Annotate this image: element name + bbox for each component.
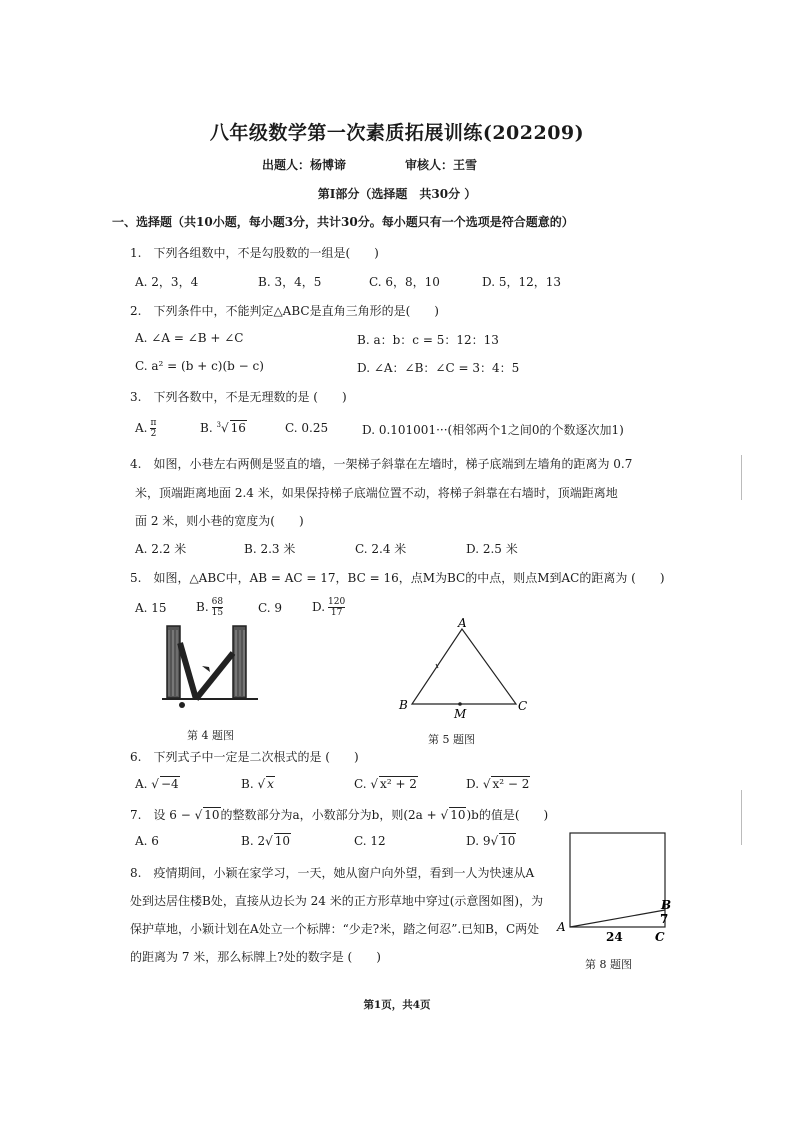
label-b: B: [399, 698, 408, 712]
q4-option-c: C. 2.4 米: [355, 542, 407, 556]
author-line: 出题人：杨博谛: [262, 158, 347, 172]
q1-option-d: D. 5，12，13: [482, 275, 561, 289]
figure-8-diagram: [555, 828, 680, 948]
q1-option-a: A. 2，3，4: [135, 275, 199, 289]
triangle-abc: [412, 629, 516, 704]
q5-option-d: D. $\frac{120}{17}$: [312, 597, 346, 618]
q6-option-b: B. √ x: [241, 777, 274, 791]
figure-5-diagram: [395, 612, 535, 722]
side-bc-length: 7: [660, 912, 669, 926]
q4-option-d: D. 2.5 米: [466, 542, 518, 556]
q5-option-a: A. 15: [135, 601, 167, 615]
ladder-right: [196, 653, 233, 699]
label-m: M: [454, 707, 467, 721]
label-b: B: [661, 898, 672, 912]
q3-option-d: D. 0.101001···(相邻两个1之间0的个数逐次加1): [362, 423, 624, 437]
question-4-line-1: 4. 如图，小巷左右两侧是竖直的墙，一架梯子斜靠在左墙时，梯子底端到左墙角的距离为 0.7: [130, 457, 633, 471]
question-5: 5. 如图，△ABC中，AB = AC = 17，BC = 16，点M为BC的中点，则点M到AC的距离为 ( ): [130, 571, 665, 585]
q7-option-a: A. 6: [135, 834, 159, 848]
question-6: 6. 下列式子中一定是二次根式的是 ( ): [130, 750, 359, 764]
label-c: C: [655, 930, 665, 944]
q6-option-c: C. √ x² + 2: [354, 777, 417, 791]
q5-option-b: B. $\frac{68}{15}$: [196, 597, 224, 618]
path-ab: [570, 910, 665, 927]
q7-option-c: C. 12: [354, 834, 386, 848]
part-heading: 第Ⅰ部分（选择题 共30分 ）: [317, 187, 477, 201]
q2-option-a: A. ∠A = ∠B + ∠C: [135, 331, 244, 345]
q1-option-c: C. 6，8，10: [369, 275, 440, 289]
q7-option-d: D. 9√ 10: [466, 834, 516, 848]
reviewer-line: 审核人：王雪: [405, 158, 478, 172]
question-8-line-4: 的距离为 7 米，那么标牌上?处的数字是 ( ): [130, 950, 381, 964]
q3-option-c: C. 0.25: [285, 421, 329, 435]
question-4-line-3: 面 2 米，则小巷的宽度为( ): [135, 514, 304, 528]
q3-option-a: A. $\frac{\pi}{2}$: [135, 418, 157, 439]
question-2: 2. 下列条件中，不能判定△ABC是直角三角形的是( ): [130, 304, 439, 318]
q6-option-a: A. √ −4: [135, 777, 179, 791]
scan-edge-mark: [741, 790, 742, 845]
q6-option-d: D. √ x² − 2: [466, 777, 530, 791]
figure-8-caption: 第 8 题图: [585, 958, 632, 971]
scan-edge-mark: [741, 455, 742, 500]
question-8-line-2: 处到达居住楼B处，直接从边长为 24 米的正方形草地中穿过(示意图如图)，为: [130, 894, 544, 908]
q7-option-b: B. 2√ 10: [241, 834, 291, 848]
ladder-left: [180, 643, 196, 699]
arrow-icon: [202, 666, 210, 672]
q1-option-b: B. 3，4，5: [258, 275, 322, 289]
section-heading: 一、选择题（共10小题，每小题3分，共计30分。每小题只有一个选项是符合题意的）: [112, 215, 574, 229]
page-footer: 第1页，共4页: [363, 999, 431, 1011]
question-4-line-2: 米，顶端距离地面 2.4 米，如果保持梯子底端位置不动，将梯子斜靠在右墙时，顶端距离地: [135, 486, 618, 500]
question-8-line-3: 保护草地，小颖计划在A处立一个标牌：“少走?米，踏之何忍”.已知B，C两处: [130, 922, 540, 936]
q5-option-c: C. 9: [258, 601, 283, 615]
side-ac-length: 24: [606, 930, 623, 944]
question-8-line-1: 8. 疫情期间，小颖在家学习，一天，她从窗户向外望，看到一人为快速从A: [130, 866, 535, 880]
label-a: A: [557, 920, 566, 934]
q3-option-b: B. $^3$√ 16: [200, 421, 246, 435]
figure-4-diagram: [160, 620, 265, 715]
question-3: 3. 下列各数中，不是无理数的是 ( ): [130, 390, 347, 404]
question-7: 7. 设 6 − √ 10的整数部分为a，小数部分为b，则(2a + √ 10)b的值是( ): [130, 808, 549, 822]
q2-option-c: C. a² = (b + c)(b − c): [135, 359, 264, 373]
question-1: 1. 下列各组数中，不是勾股数的一组是( ): [130, 246, 379, 260]
point-marker: [179, 702, 185, 708]
page-title: 八年级数学第一次素质拓展训练(202209): [209, 122, 585, 144]
q2-option-d: D. ∠A：∠B：∠C = 3：4：5: [357, 361, 520, 375]
q4-option-b: B. 2.3 米: [244, 542, 296, 556]
label-a: A: [458, 616, 467, 630]
midpoint-m: [458, 702, 462, 706]
figure-5-caption: 第 5 题图: [428, 733, 475, 746]
label-c: C: [518, 699, 528, 713]
q2-option-b: B. a：b：c = 5：12：13: [357, 333, 499, 347]
q4-option-a: A. 2.2 米: [135, 542, 187, 556]
figure-4-caption: 第 4 题图: [187, 729, 234, 742]
